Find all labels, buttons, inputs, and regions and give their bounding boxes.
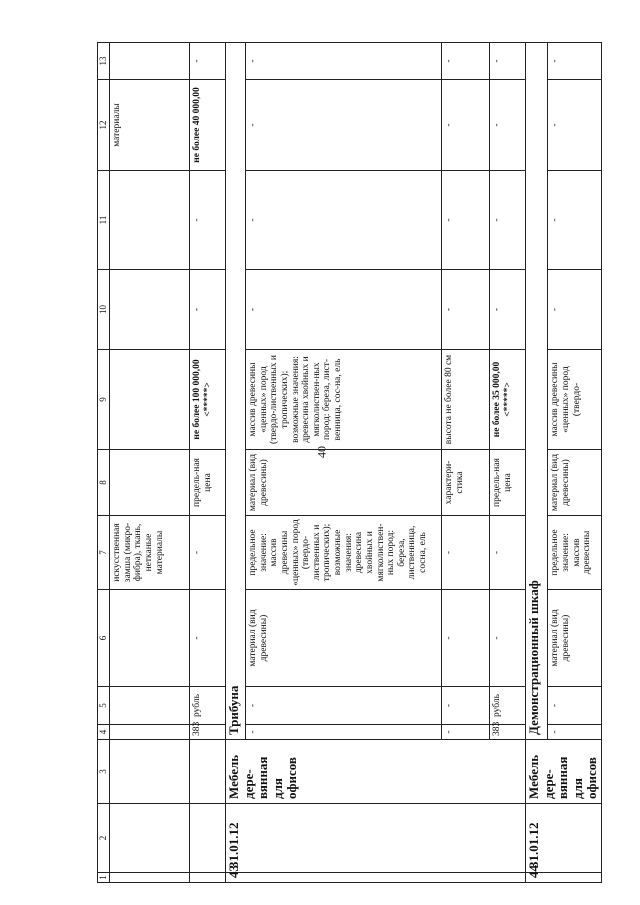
col-number: 3 [98, 740, 110, 804]
table-cell [190, 804, 226, 873]
col-number: 5 [98, 687, 110, 725]
item-number: 43 [226, 873, 526, 883]
table-cell: - [548, 43, 601, 80]
table-cell [190, 350, 226, 450]
price-row [190, 43, 226, 883]
continuation-row [110, 43, 190, 883]
table-cell [110, 687, 190, 725]
table-cell: - [442, 270, 490, 350]
item-code: 31.01.12 [526, 804, 602, 873]
item-number: 44 [526, 873, 602, 883]
item-name: Мебель дере-вянная для офисов [226, 740, 526, 804]
table-cell: - [548, 270, 601, 350]
col-number: 9 [98, 350, 110, 450]
col-number: 6 [98, 590, 110, 687]
table-cell: - [548, 725, 601, 740]
table-cell: - [442, 725, 490, 740]
table-cell: - [442, 171, 490, 270]
price-value: не более 100 000,00 <*****> [192, 359, 213, 440]
item-code: 31.01.12 [226, 804, 526, 873]
page-number: 40 [314, 446, 329, 458]
col-number: 1 [98, 873, 110, 883]
column-number-row [98, 43, 110, 883]
table-cell: высота не более 80 см [442, 350, 490, 450]
table-cell: - [490, 590, 526, 687]
table-cell: 383 [190, 725, 226, 740]
table-cell: - [490, 171, 526, 270]
table-cell: - [490, 80, 526, 171]
table-cell [110, 804, 190, 873]
table-cell: материалы [110, 80, 190, 171]
table-cell: предель-ная цена [490, 450, 526, 516]
table-cell: - [246, 43, 442, 80]
table-cell: 383 [490, 725, 526, 740]
table-cell: рубль [190, 687, 226, 725]
table-cell: - [190, 516, 226, 590]
table-cell: массив древесины «ценных» пород (твердо- [548, 350, 601, 450]
table-cell: - [190, 43, 226, 80]
table-cell [110, 43, 190, 80]
table-cell: предель-ная цена [190, 450, 226, 516]
col-number: 11 [98, 171, 110, 270]
table-cell [110, 350, 190, 450]
section-row [226, 43, 246, 883]
col-number: 4 [98, 725, 110, 740]
col-number: 12 [98, 80, 110, 171]
table-cell: - [548, 687, 601, 725]
col-number: 13 [98, 43, 110, 80]
col-number: 2 [98, 804, 110, 873]
table-cell: - [442, 590, 490, 687]
table-cell: - [442, 80, 490, 171]
table-cell: - [548, 171, 601, 270]
table-cell: - [548, 80, 601, 171]
table-cell [110, 450, 190, 516]
table-cell: - [442, 687, 490, 725]
table-cell [110, 171, 190, 270]
table-cell: предельное значение: массив древесины «ценных» пород (твердо-лиственных и тропических); возможные значения: древесина хвойных и мягколиствен-ных пород: береза, лиственница, сосна, ель [246, 516, 442, 590]
table-cell: материал (вид древесины) [548, 450, 601, 516]
table-cell: характери-стика [442, 450, 490, 516]
col-number: 8 [98, 450, 110, 516]
table-cell [110, 725, 190, 740]
table-cell: рубль [490, 687, 526, 725]
table-cell: - [246, 687, 442, 725]
table-cell: искусственная замша (микро-фибра), ткань, нетканые материалы [110, 516, 190, 590]
table-cell: - [190, 171, 226, 270]
table-cell: массив древесины «ценных» пород (твердо-лиственных и тропических); возможные значения: древесина хвойных и мягколиствен-ных пород: береза, лист-венница, сос-на, ель [246, 350, 442, 450]
table-cell [190, 873, 226, 883]
table-cell [110, 270, 190, 350]
rotated-table-container [97, 43, 601, 883]
table-cell [190, 80, 226, 171]
table-cell: - [246, 270, 442, 350]
table-cell: - [442, 43, 490, 80]
table-cell: материал (вид древесины) [548, 590, 601, 687]
table-cell: материал (вид древесины) [246, 450, 442, 516]
requirements-table [97, 42, 602, 883]
price-value: не более 40 000,00 [192, 87, 202, 163]
col-number: 10 [98, 270, 110, 350]
table-cell: - [190, 270, 226, 350]
col-number: 7 [98, 516, 110, 590]
table-cell [110, 873, 190, 883]
table-cell [110, 590, 190, 687]
section-title: Демонстрационный шкаф [526, 43, 548, 740]
table-cell: - [490, 516, 526, 590]
table-cell: - [490, 43, 526, 80]
item-name: Мебель дере-вянная для офисов [526, 740, 602, 804]
table-cell [190, 740, 226, 804]
table-cell: - [246, 80, 442, 171]
table-cell: предельное значение: массив древесины [548, 516, 601, 590]
table-cell [490, 350, 526, 450]
table-cell: - [190, 590, 226, 687]
price-value: не более 35 000,00 <*****> [492, 361, 513, 438]
table-cell: - [246, 725, 442, 740]
table-cell: материал (вид древесины) [246, 590, 442, 687]
table-cell: - [442, 516, 490, 590]
table-cell: - [246, 171, 442, 270]
section-title: Трибуна [226, 43, 246, 740]
table-cell [110, 740, 190, 804]
table-cell: - [490, 270, 526, 350]
section-row [526, 43, 548, 883]
